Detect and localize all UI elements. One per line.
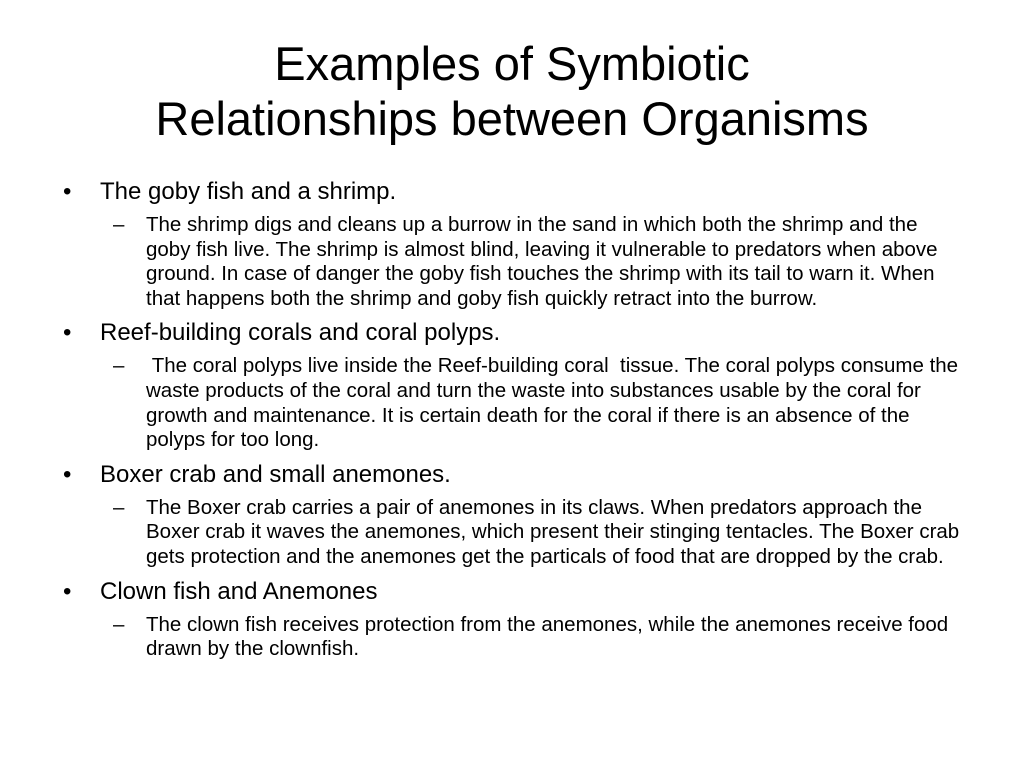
bullet-heading <box>0 461 1024 489</box>
sub-bullet <box>0 613 1024 662</box>
bullet-heading <box>0 178 1024 206</box>
dash-icon: – <box>113 612 125 636</box>
bullet-heading-text: Boxer crab and small anemones. <box>100 460 451 488</box>
bullet-heading-text: Clown fish and Anemones <box>100 577 378 605</box>
bullet-heading <box>0 319 1024 347</box>
slide-title <box>40 36 984 146</box>
bullet-item-corals-polyps <box>0 319 1024 452</box>
bullet-dot-icon: • <box>63 460 72 488</box>
dash-icon: – <box>113 495 125 519</box>
bullet-heading-text: The goby fish and a shrimp. <box>100 178 397 205</box>
slide-title-line-2: Relationships between Organisms <box>155 92 869 145</box>
bullet-item-clown-fish <box>0 578 1024 662</box>
sub-bullet-text: The clown fish receives protection from the anemones, while the anemones receive food drawn by the clownfish. <box>146 612 954 661</box>
bullet-heading <box>0 578 1024 606</box>
sub-bullet-text: The coral polyps live inside the Reef-building coral tissue. The coral polyps consume the waste products of the coral and turn the waste into substances usable by the coral for growth and maintenance. It is certain death for the coral if there is an absence of the polyps for too long. <box>146 354 964 452</box>
bullet-dot-icon: • <box>63 319 72 347</box>
bullet-heading-text: Reef-building corals and coral polyps. <box>100 319 501 347</box>
sub-bullet <box>0 496 1024 570</box>
sub-bullet <box>0 354 1024 452</box>
sub-bullet-text: The shrimp digs and cleans up a burrow in the sand in which both the shrimp and the goby fish live. The shrimp is almost blind, leaving it vulnerable to predators when above ground. In case of danger the goby fish touches the shrimp with its tail to warn it. When that happens both the shrimp and goby fish quickly retract into the burrow. <box>146 213 944 310</box>
bullet-dot-icon: • <box>63 577 72 605</box>
bullet-dot-icon: • <box>63 178 72 205</box>
dash-icon: – <box>113 213 125 236</box>
sub-bullet-text: The Boxer crab carries a pair of anemones in its claws. When predators approach the Boxer crab it waves the anemones, which present their stinging tentacles. The Boxer crab gets protection and the anemones get the particals of food that are dropped by the crab. <box>146 495 965 568</box>
bullet-item-goby-shrimp <box>0 178 1024 311</box>
dash-icon: – <box>113 354 125 378</box>
bullet-item-boxer-crab <box>0 461 1024 570</box>
slide-body <box>0 178 1024 670</box>
sub-bullet <box>0 213 1024 311</box>
slide-title-line-1: Examples of Symbiotic <box>274 37 750 90</box>
